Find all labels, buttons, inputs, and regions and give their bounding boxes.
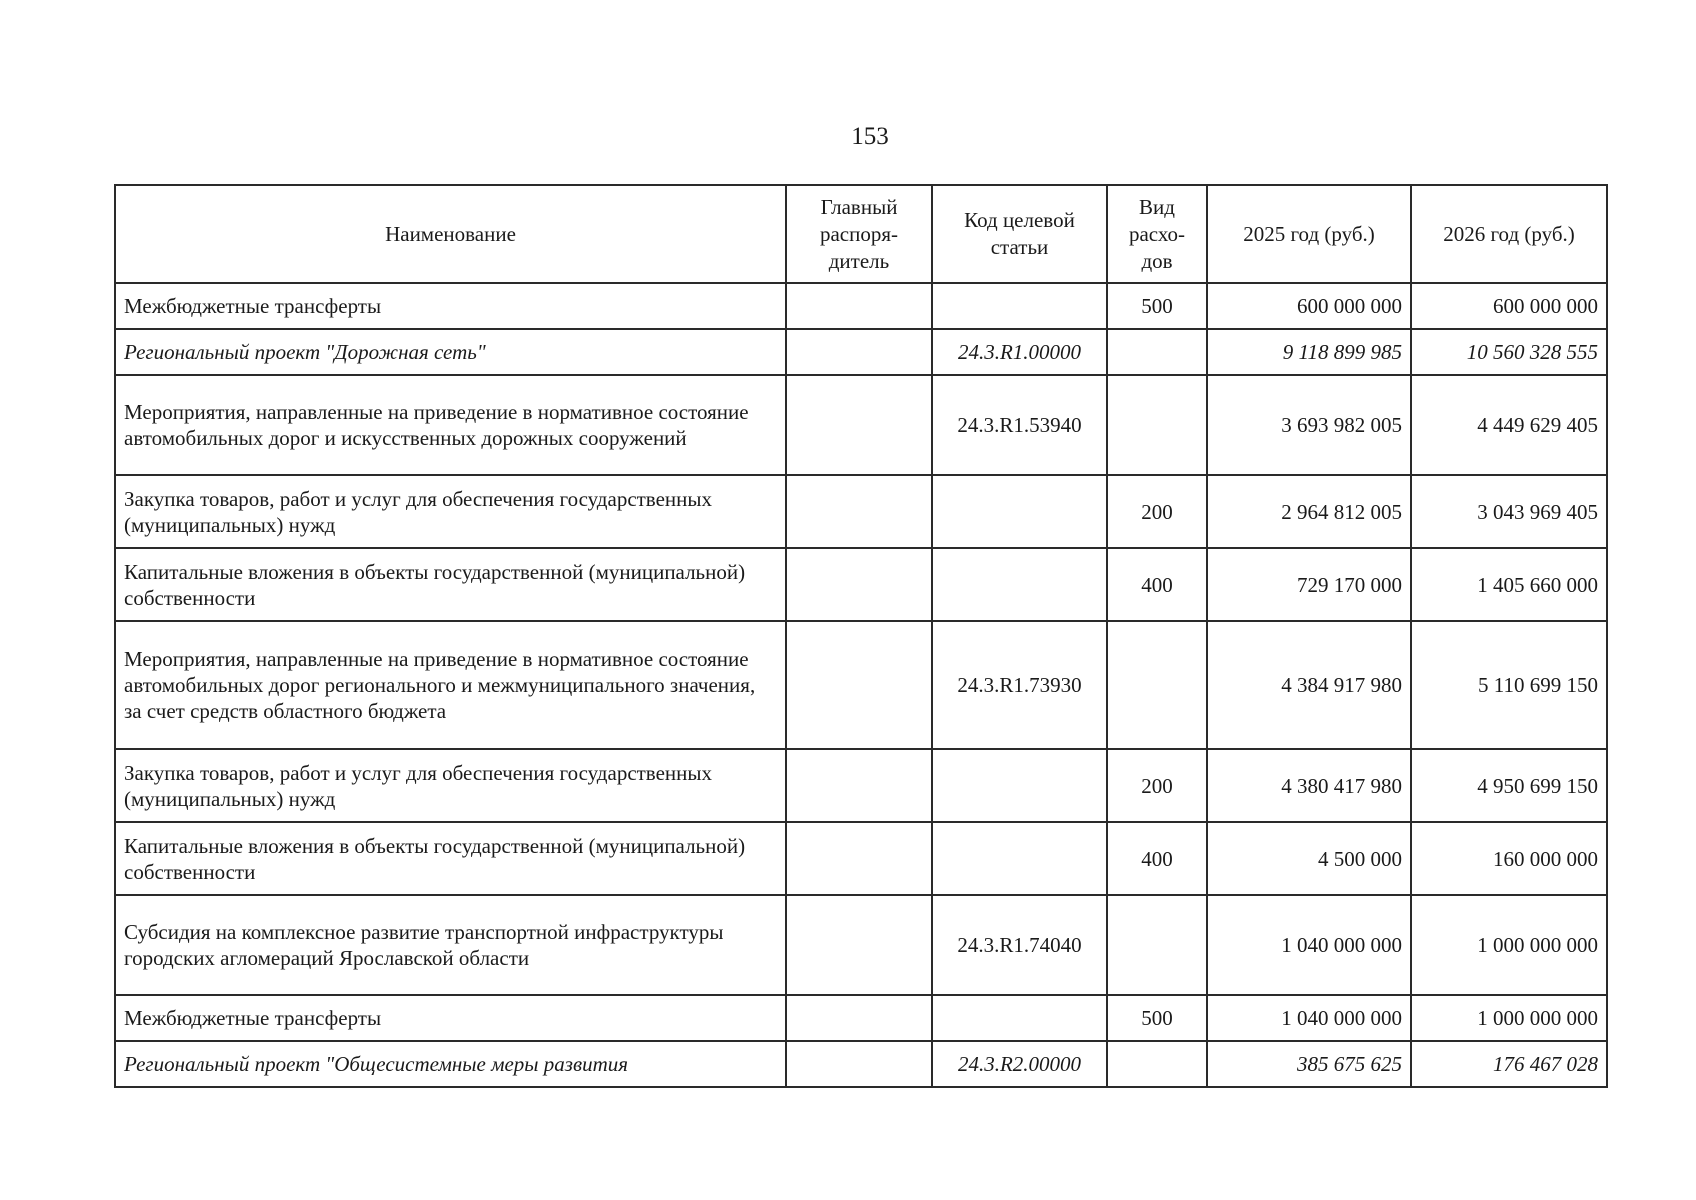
table-row	[115, 548, 1607, 621]
row-name: Межбюджетные трансферты	[115, 283, 786, 329]
row-expense-type: 400	[1107, 548, 1207, 621]
row-target-code	[932, 548, 1107, 621]
row-amount-2026: 1 405 660 000	[1411, 548, 1607, 621]
header-expense-type: Вид расхо-дов	[1107, 185, 1207, 283]
row-name: Межбюджетные трансферты	[115, 995, 786, 1041]
row-expense-type	[1107, 1041, 1207, 1087]
row-name: Региональный проект "Общесистемные меры развития	[115, 1041, 786, 1087]
row-target-code: 24.3.R1.73930	[932, 621, 1107, 749]
row-name: Закупка товаров, работ и услуг для обеспечения государственных (муниципальных) нужд	[115, 749, 786, 822]
row-amount-2026: 4 449 629 405	[1411, 375, 1607, 475]
row-amount-2026: 600 000 000	[1411, 283, 1607, 329]
row-amount-2025: 4 384 917 980	[1207, 621, 1411, 749]
row-target-code: 24.3.R2.00000	[932, 1041, 1107, 1087]
row-name: Закупка товаров, работ и услуг для обеспечения государственных (муниципальных) нужд	[115, 475, 786, 548]
row-amount-2025: 3 693 982 005	[1207, 375, 1411, 475]
row-amount-2025: 2 964 812 005	[1207, 475, 1411, 548]
table-header-row	[115, 185, 1607, 283]
row-amount-2026: 1 000 000 000	[1411, 895, 1607, 995]
header-main-manager: Главный распоря-дитель	[786, 185, 932, 283]
row-main-manager	[786, 995, 932, 1041]
row-amount-2026: 10 560 328 555	[1411, 329, 1607, 375]
row-expense-type: 200	[1107, 749, 1207, 822]
row-amount-2026: 160 000 000	[1411, 822, 1607, 895]
row-main-manager	[786, 895, 932, 995]
row-expense-type	[1107, 895, 1207, 995]
row-expense-type: 500	[1107, 283, 1207, 329]
row-name: Мероприятия, направленные на приведение в нормативное состояние автомобильных дорог регионального и межмуниципального значения, за счет средств областного бюджета	[115, 621, 786, 749]
row-amount-2025: 4 380 417 980	[1207, 749, 1411, 822]
row-target-code	[932, 749, 1107, 822]
row-expense-type: 200	[1107, 475, 1207, 548]
table-row	[115, 995, 1607, 1041]
row-expense-type	[1107, 329, 1207, 375]
row-amount-2025: 385 675 625	[1207, 1041, 1411, 1087]
row-target-code	[932, 283, 1107, 329]
table-row	[115, 822, 1607, 895]
page-number: 153	[851, 123, 889, 150]
budget-table	[114, 184, 1608, 1088]
row-amount-2025: 1 040 000 000	[1207, 995, 1411, 1041]
row-amount-2026: 176 467 028	[1411, 1041, 1607, 1087]
row-main-manager	[786, 749, 932, 822]
row-name: Субсидия на комплексное развитие транспортной инфраструктуры городских агломераций Ярославской области	[115, 895, 786, 995]
row-name: Мероприятия, направленные на приведение в нормативное состояние автомобильных дорог и искусственных дорожных сооружений	[115, 375, 786, 475]
row-main-manager	[786, 548, 932, 621]
row-expense-type	[1107, 621, 1207, 749]
table-row	[115, 621, 1607, 749]
row-main-manager	[786, 621, 932, 749]
table-row	[115, 749, 1607, 822]
row-main-manager	[786, 283, 932, 329]
row-expense-type	[1107, 375, 1207, 475]
row-main-manager	[786, 475, 932, 548]
row-amount-2026: 4 950 699 150	[1411, 749, 1607, 822]
row-amount-2026: 1 000 000 000	[1411, 995, 1607, 1041]
row-main-manager	[786, 1041, 932, 1087]
row-name: Капитальные вложения в объекты государственной (муниципальной) собственности	[115, 822, 786, 895]
row-target-code: 24.3.R1.74040	[932, 895, 1107, 995]
row-name: Капитальные вложения в объекты государственной (муниципальной) собственности	[115, 548, 786, 621]
table-row-project	[115, 329, 1607, 375]
row-expense-type: 500	[1107, 995, 1207, 1041]
header-year-2025: 2025 год (руб.)	[1207, 185, 1411, 283]
table-row	[115, 475, 1607, 548]
row-target-code: 24.3.R1.53940	[932, 375, 1107, 475]
row-target-code	[932, 995, 1107, 1041]
table-row	[115, 375, 1607, 475]
row-target-code	[932, 822, 1107, 895]
row-amount-2026: 3 043 969 405	[1411, 475, 1607, 548]
row-target-code: 24.3.R1.00000	[932, 329, 1107, 375]
row-amount-2025: 729 170 000	[1207, 548, 1411, 621]
row-main-manager	[786, 822, 932, 895]
row-name: Региональный проект "Дорожная сеть"	[115, 329, 786, 375]
row-target-code	[932, 475, 1107, 548]
table-row	[115, 895, 1607, 995]
table-row-project	[115, 1041, 1607, 1087]
header-name: Наименование	[115, 185, 786, 283]
row-amount-2025: 4 500 000	[1207, 822, 1411, 895]
row-main-manager	[786, 329, 932, 375]
table-row	[115, 283, 1607, 329]
row-amount-2025: 600 000 000	[1207, 283, 1411, 329]
header-target-code: Код целевой статьи	[932, 185, 1107, 283]
row-amount-2025: 1 040 000 000	[1207, 895, 1411, 995]
header-year-2026: 2026 год (руб.)	[1411, 185, 1607, 283]
row-amount-2025: 9 118 899 985	[1207, 329, 1411, 375]
row-expense-type: 400	[1107, 822, 1207, 895]
row-main-manager	[786, 375, 932, 475]
row-amount-2026: 5 110 699 150	[1411, 621, 1607, 749]
